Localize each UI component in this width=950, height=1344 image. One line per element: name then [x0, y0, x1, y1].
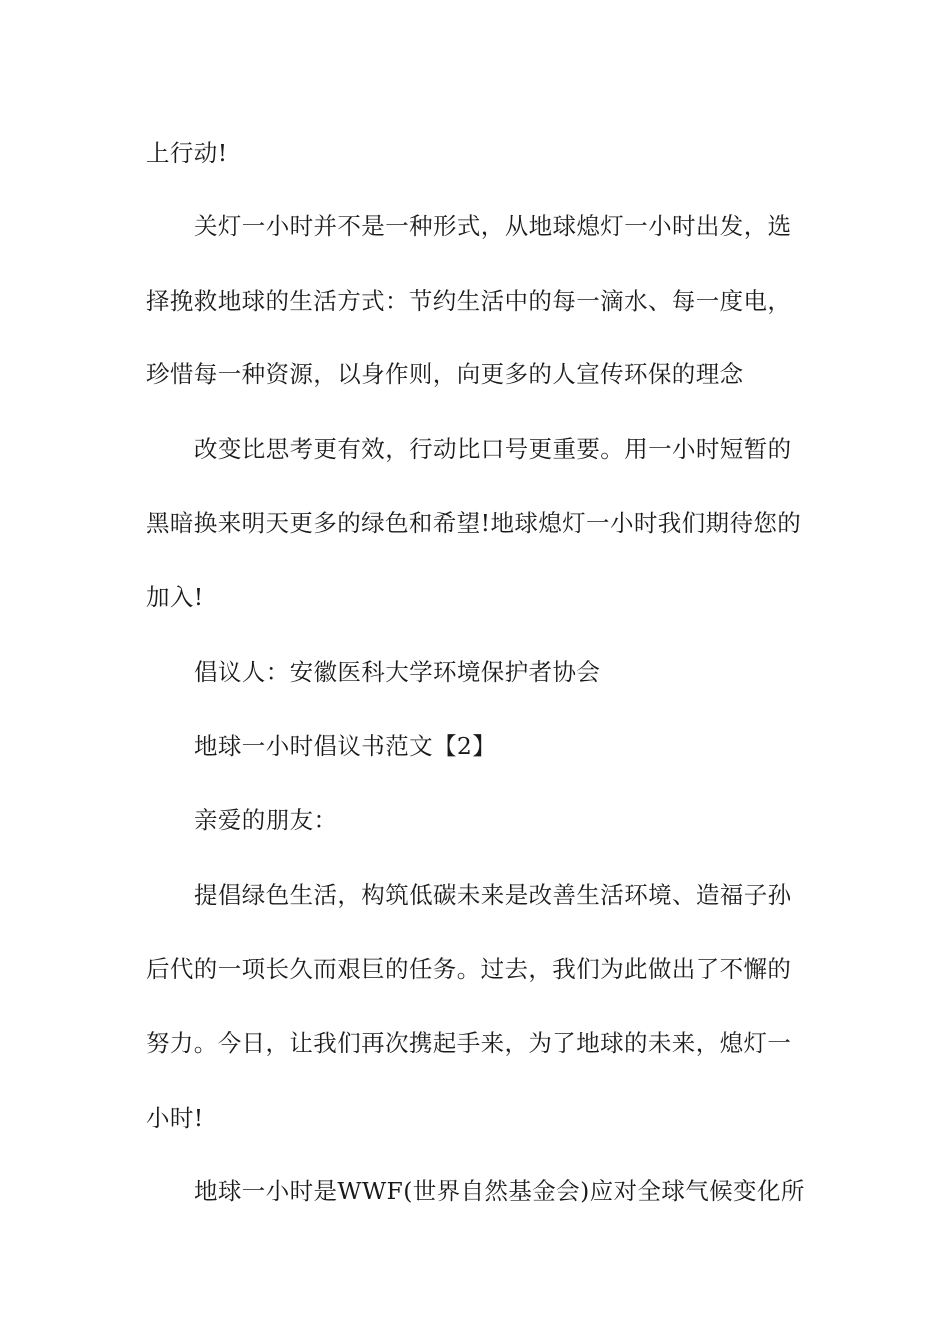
paragraph-line: 后代的一项长久而艰巨的任务。过去，我们为此做出了不懈的	[146, 955, 792, 983]
signatory-line: 倡议人：安徽医科大学环境保护者协会	[194, 658, 601, 686]
section-title: 地球一小时倡议书范文【2】	[194, 732, 497, 760]
paragraph-line: 黑暗换来明天更多的绿色和希望!地球熄灯一小时我们期待您的	[146, 509, 802, 537]
paragraph-line: 择挽救地球的生活方式：节约生活中的每一滴水、每一度电，	[146, 287, 792, 315]
paragraph-line: 地球一小时是WWF(世界自然基金会)应对全球气候变化所	[194, 1177, 805, 1205]
paragraph-line: 改变比思考更有效，行动比口号更重要。用一小时短暂的	[194, 435, 792, 463]
salutation: 亲爱的朋友：	[194, 806, 338, 834]
paragraph-line: 提倡绿色生活，构筑低碳未来是改善生活环境、造福子孙	[194, 881, 792, 909]
paragraph-line: 上行动!	[146, 139, 228, 167]
paragraph-line: 小时!	[146, 1104, 204, 1132]
paragraph-line: 努力。今日，让我们再次携起手来，为了地球的未来，熄灯一	[146, 1029, 792, 1057]
paragraph-line: 珍惜每一种资源，以身作则，向更多的人宣传环保的理念	[146, 360, 744, 388]
paragraph-line: 关灯一小时并不是一种形式，从地球熄灯一小时出发，选	[194, 212, 792, 240]
paragraph-line: 加入!	[146, 583, 204, 611]
